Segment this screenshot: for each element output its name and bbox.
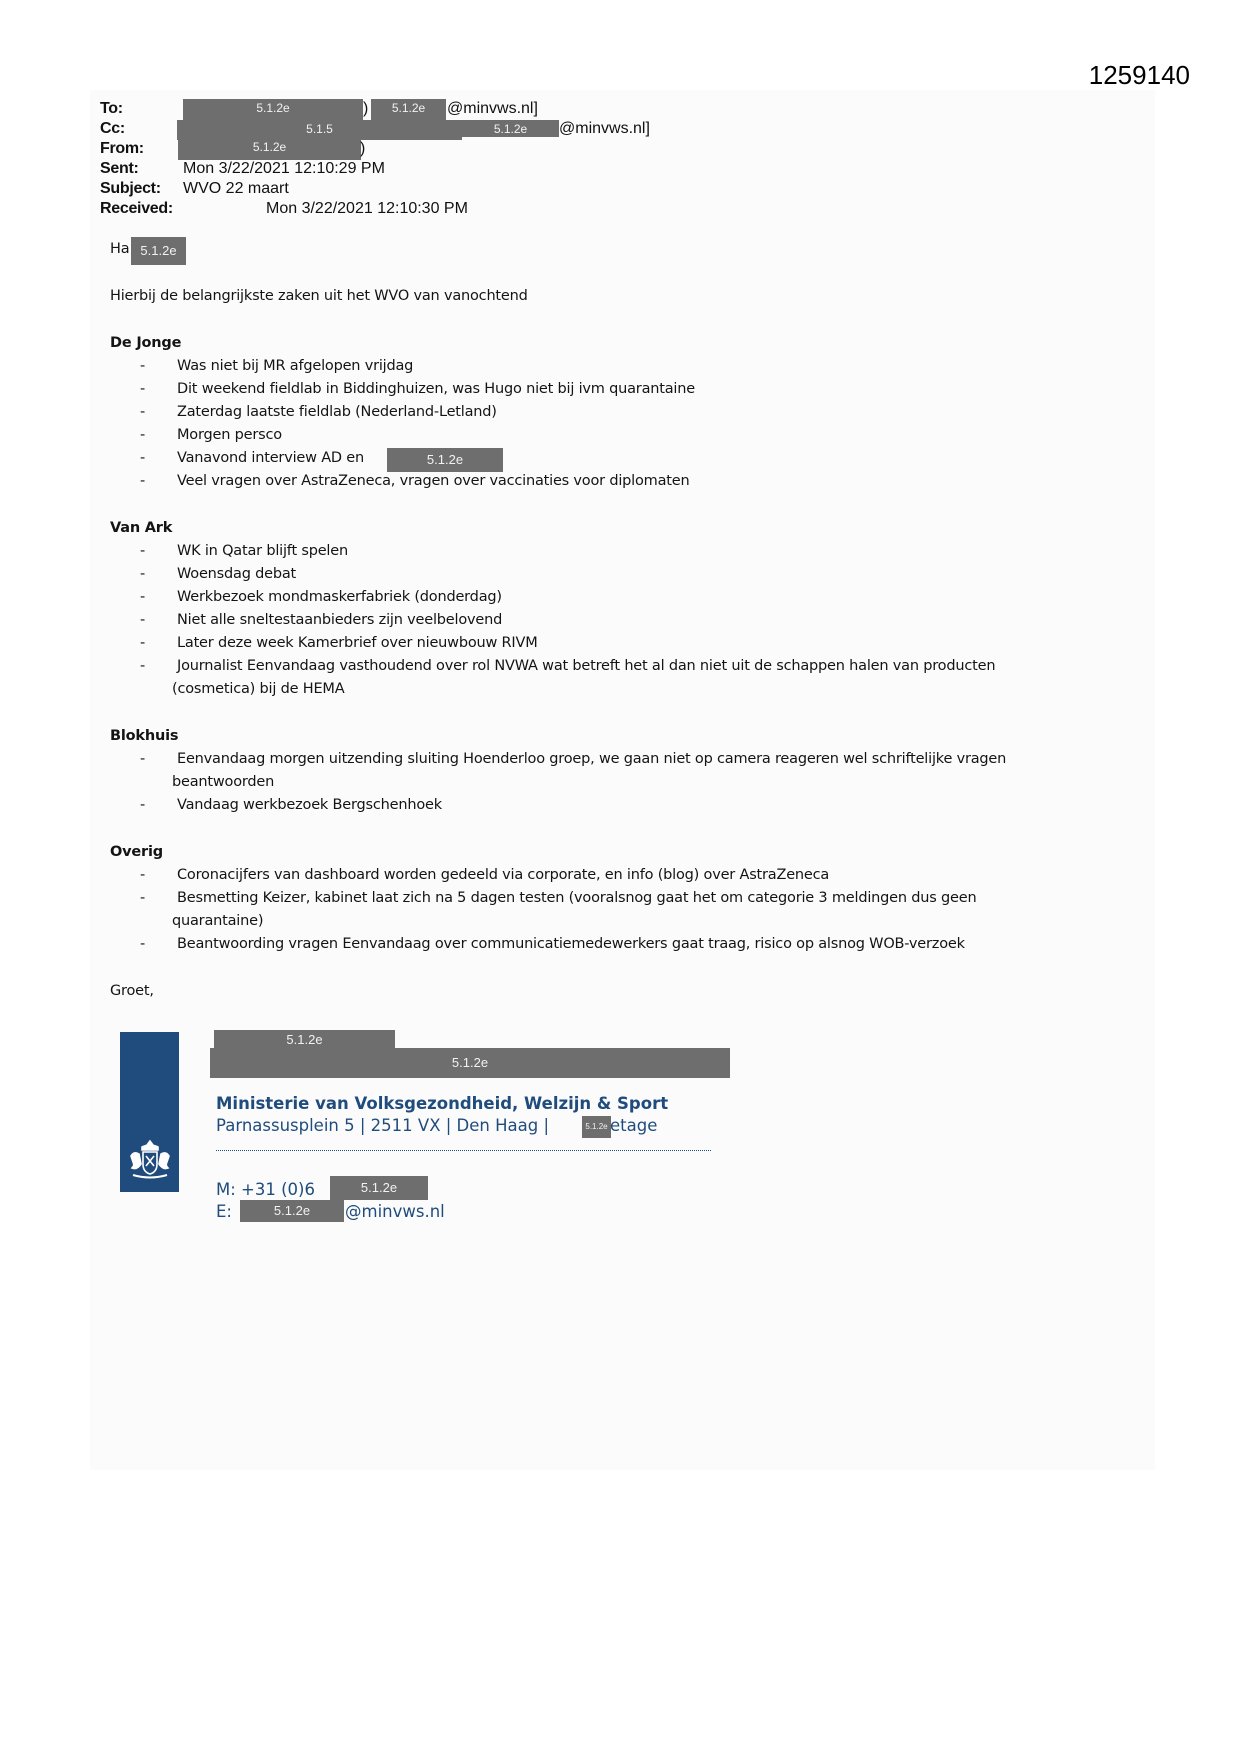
list-item-continuation: quarantaine) <box>172 913 264 929</box>
ministry-address-floor: etage <box>610 1116 658 1135</box>
cc-label: Cc: <box>100 120 125 137</box>
redaction-email: 5.1.2e <box>240 1200 344 1222</box>
list-item: Veel vragen over AstraZeneca, vragen over vaccinaties voor diplomaten <box>177 473 690 489</box>
document-number: 1259140 <box>1088 60 1190 90</box>
redaction-to-2: 5.1.2e <box>371 99 446 121</box>
section-title-blokhuis: Blokhuis <box>110 728 179 744</box>
list-item: Besmetting Keizer, kabinet laat zich na 5 dagen testen (vooralsnog gaat het om categorie 3 meldingen dus geen <box>177 890 977 906</box>
bullet-dash: - <box>140 427 146 443</box>
to-suffix-1: ) <box>363 100 369 117</box>
list-item: Woensdag debat <box>177 566 297 582</box>
list-item: Niet alle sneltestaanbieders zijn veelbelovend <box>177 612 503 628</box>
redaction-cc-1: 5.1.5 <box>177 120 462 140</box>
greeting: Ha <box>110 241 130 257</box>
from-label: From: <box>100 140 144 157</box>
bullet-dash: - <box>140 658 146 674</box>
ministry-name: Ministerie van Volksgezondheid, Welzijn & Sport <box>216 1094 669 1113</box>
bullet-dash: - <box>140 867 146 883</box>
section-title-de-jonge: De Jonge <box>110 335 182 351</box>
list-item-continuation: (cosmetica) bij de HEMA <box>172 681 345 697</box>
intro-text: Hierbij de belangrijkste zaken uit het WVO van vanochtend <box>110 288 528 304</box>
bullet-dash: - <box>140 543 146 559</box>
ministry-address: Parnassusplein 5 | 2511 VX | Den Haag | <box>216 1116 550 1135</box>
signature-divider <box>216 1150 711 1151</box>
redaction-cc-2: 5.1.2e <box>462 120 559 137</box>
subject-label: Subject: <box>100 180 161 197</box>
subject-value: WVO 22 maart <box>183 180 289 197</box>
redaction-greeting-name: 5.1.2e <box>131 237 186 265</box>
section-title-overig: Overig <box>110 844 163 860</box>
list-item: Later deze week Kamerbrief over nieuwbouw RIVM <box>177 635 538 651</box>
mobile-label: M: +31 (0)6 <box>216 1180 315 1199</box>
redaction-from: 5.1.2e <box>178 138 361 160</box>
sent-value: Mon 3/22/2021 12:10:29 PM <box>183 160 385 177</box>
list-item: Vandaag werkbezoek Bergschenhoek <box>177 797 442 813</box>
list-item: WK in Qatar blijft spelen <box>177 543 348 559</box>
bullet-dash: - <box>140 358 146 374</box>
email-domain: @minvws.nl <box>345 1202 445 1221</box>
bullet-dash: - <box>140 890 146 906</box>
redaction-to-1: 5.1.2e <box>183 99 363 121</box>
received-label: Received: <box>100 200 173 217</box>
bullet-dash: - <box>140 404 146 420</box>
list-item: Was niet bij MR afgelopen vrijdag <box>177 358 414 374</box>
list-item: Vanavond interview AD en <box>177 450 364 466</box>
list-item: Journalist Eenvandaag vasthoudend over rol NVWA wat betreft het al dan niet uit de schappen halen van producten <box>177 658 996 674</box>
to-label: To: <box>100 100 123 117</box>
list-item-continuation: beantwoorden <box>172 774 275 790</box>
section-title-van-ark: Van Ark <box>110 520 173 536</box>
to-suffix-2: @minvws.nl] <box>447 100 538 117</box>
email-label: E: <box>216 1202 232 1221</box>
received-value: Mon 3/22/2021 12:10:30 PM <box>266 200 468 217</box>
list-item: Beantwoording vragen Eenvandaag over communicatiemedewerkers gaat traag, risico op alsnog WOB-verzoek <box>177 936 965 952</box>
list-item: Werkbezoek mondmaskerfabriek (donderdag) <box>177 589 502 605</box>
bullet-dash: - <box>140 936 146 952</box>
bullet-dash: - <box>140 635 146 651</box>
bullet-dash: - <box>140 566 146 582</box>
bullet-dash: - <box>140 450 146 466</box>
list-item: Eenvandaag morgen uitzending sluiting Hoenderloo groep, we gaan niet op camera reageren wel schriftelijke vragen <box>177 751 1007 767</box>
closing: Groet, <box>110 983 154 999</box>
ministry-logo <box>120 1032 179 1192</box>
list-item: Dit weekend fieldlab in Biddinghuizen, was Hugo niet bij ivm quarantaine <box>177 381 695 397</box>
list-item: Zaterdag laatste fieldlab (Nederland-Letland) <box>177 404 497 420</box>
bullet-dash: - <box>140 589 146 605</box>
redaction-mobile: 5.1.2e <box>330 1176 428 1200</box>
sent-label: Sent: <box>100 160 139 177</box>
bullet-dash: - <box>140 381 146 397</box>
redaction-interview: 5.1.2e <box>387 448 503 472</box>
list-item: Morgen persco <box>177 427 282 443</box>
redaction-floor: 5.1.2e <box>582 1116 611 1138</box>
bullet-dash: - <box>140 612 146 628</box>
redaction-signature-name: 5.1.2e <box>214 1030 395 1050</box>
list-item: Coronacijfers van dashboard worden gedeeld via corporate, en info (blog) over AstraZeneca <box>177 867 830 883</box>
cc-suffix: @minvws.nl] <box>559 120 650 137</box>
royal-coat-of-arms-icon <box>127 1138 173 1180</box>
bullet-dash: - <box>140 797 146 813</box>
redaction-signature-title: 5.1.2e <box>210 1048 730 1078</box>
bullet-dash: - <box>140 473 146 489</box>
bullet-dash: - <box>140 751 146 767</box>
from-suffix: ) <box>360 140 366 157</box>
